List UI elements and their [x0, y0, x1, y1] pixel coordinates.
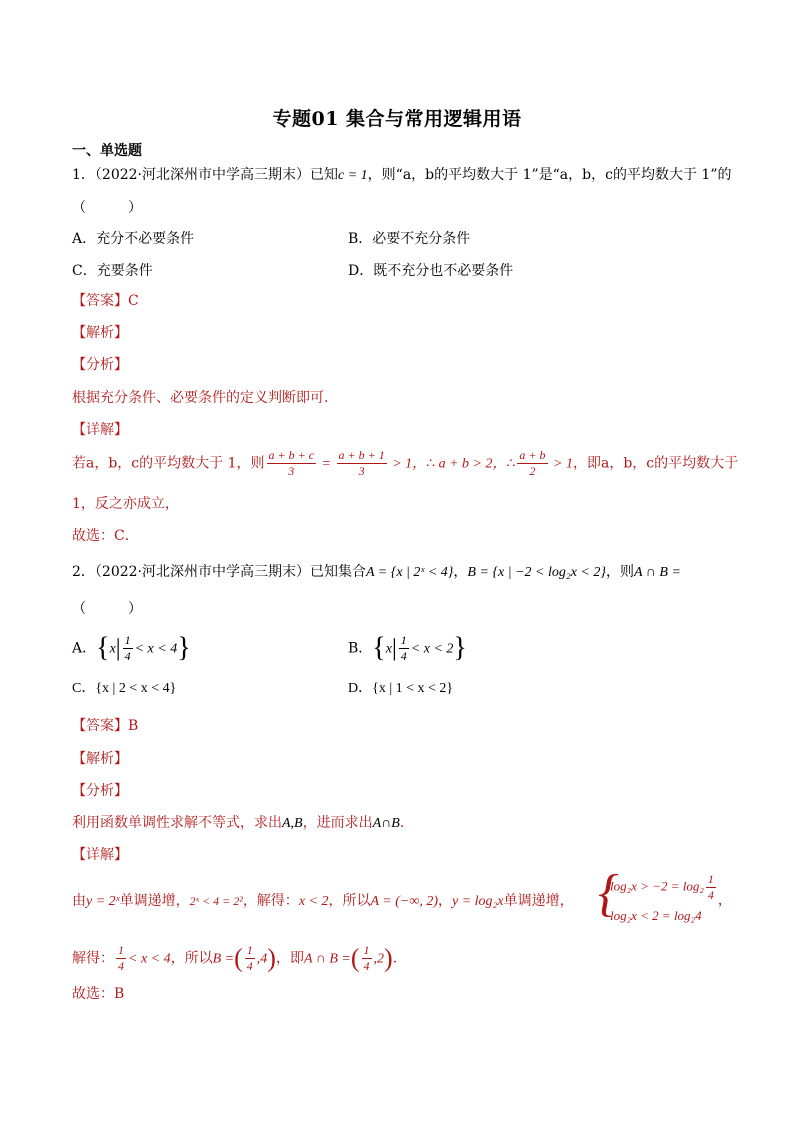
q2-d2-b-den: 4 [246, 959, 253, 973]
q1-answer: 【答案】C [72, 293, 139, 309]
q2-d2-num: 1 [118, 943, 124, 957]
q2-set-a: A = {x | 2ˣ < 4} [366, 565, 454, 580]
q2-d1-b: 单调递增， [119, 893, 190, 909]
q1-fraction-ab2 [517, 448, 547, 479]
q2-stem-prefix: 2．（2022·河北深州市中学高三期末）已知集合 [72, 564, 366, 580]
q2-analysis-ab: A,B [282, 816, 303, 831]
q2-case1-den: 4 [707, 888, 714, 902]
q2-d1-c: ，解得： [242, 893, 299, 909]
q2-detail-line2 [72, 943, 397, 974]
q2-opt-a-fraction [123, 633, 133, 664]
q2-choose: 故选：B [72, 986, 125, 1002]
right-brace-icon: } [177, 632, 191, 664]
q1-frac2-den: 3 [358, 464, 365, 478]
left-paren-icon: ( [350, 943, 360, 973]
q2-d1-ineq: 2ˣ < 4 = 2² [189, 894, 243, 908]
q1-gt1: > 1， [388, 456, 427, 472]
q2-option-c: C．{x | 2 < x < 4} [72, 681, 177, 696]
q1-jiexi-label: 【解析】 [72, 325, 128, 341]
left-paren-icon: ( [234, 943, 243, 973]
q2-case1-fraction [706, 872, 716, 903]
q2-analysis [72, 814, 404, 833]
q2-opt-b-fraction [399, 633, 409, 664]
q2-d2-den: 4 [118, 959, 124, 973]
q2-d2-b: ，所以 [170, 950, 213, 967]
q1-option-b: B．必要不充分条件 [348, 231, 471, 247]
q1-frac1-num: a + b + c [268, 448, 315, 462]
q2-stem [72, 563, 681, 582]
q2-fenxi-label: 【分析】 [72, 783, 128, 799]
q2-cases-system [598, 865, 732, 929]
q1-detail-text-b: ，即a，b，c的平均数大于 [572, 455, 739, 472]
left-brace-icon: { [598, 865, 619, 922]
q1-frac2-num: a + b + 1 [338, 448, 385, 462]
q2-d2-ab-rest: ,2 [373, 951, 385, 967]
q2-opt-a-var: x [109, 641, 116, 657]
right-brace-icon: } [453, 632, 467, 664]
q2-case1-text: log₂x > −2 = log₂ [610, 878, 704, 894]
q1-detail-line1 [72, 448, 738, 479]
q2-d2-ab-num: 1 [363, 943, 370, 957]
q1-detail-text-a: 若a，b，c的平均数大于 1，则 [72, 455, 265, 472]
q2-option-d: D．{x | 1 < x < 2} [348, 681, 454, 696]
q2-detail-line1 [72, 892, 574, 911]
q2-d1-sol: x < 2 [298, 894, 329, 909]
right-paren-icon: ) [267, 943, 276, 973]
q1-stem-prefix: 1．（2022·河北深州市中学高三期末）已知 [72, 167, 338, 183]
q2-d2-fraction [116, 943, 126, 974]
q2-d1-fn2: y = log₂x [451, 894, 504, 909]
q2-d2-end: . [392, 950, 398, 967]
right-paren-icon: ) [384, 943, 393, 973]
q2-jiexi-label: 【解析】 [72, 751, 128, 767]
q2-option-a [72, 633, 191, 664]
q2-stem-suffix: ，则 [605, 564, 634, 580]
q2-analysis-result: A∩B [372, 816, 400, 831]
q2-xiangjie-label: 【详解】 [72, 847, 128, 863]
section-heading: 一、单选题 [72, 143, 142, 159]
q1-frac1-den: 3 [288, 464, 295, 478]
q2-d1-d: ，所以 [328, 893, 371, 909]
q2-comma: ， [453, 564, 468, 580]
left-brace-icon: { [96, 632, 110, 664]
q2-opt-a-num: 1 [124, 633, 131, 647]
q2-d1-a: 由 [72, 893, 86, 909]
q2-d2-b-fraction [245, 943, 255, 974]
q2-d2-b-num: 1 [246, 943, 253, 957]
q1-blank: （ ） [72, 200, 142, 216]
q2-d1-tail: ， [717, 892, 732, 909]
q2-d1-set-a: A = (−∞, 2) [370, 894, 438, 909]
q1-therefore1: ∴ [426, 455, 436, 472]
q2-ask: A ∩ B = [633, 565, 681, 580]
q1-frac3-num: a + b [519, 448, 546, 462]
q1-condition: c = 1 [338, 168, 368, 183]
q2-d2-b-rest: ,4 [256, 951, 268, 967]
q2-d2-ineq: < x < 4 [128, 951, 171, 967]
q2-opt-b-label: B． [348, 640, 373, 657]
q1-fraction-ab1 [337, 448, 387, 479]
q1-stem [72, 166, 731, 185]
q2-d1-f: 单调递增， [503, 893, 574, 909]
q2-cases [598, 865, 718, 929]
q2-blank: （ ） [72, 601, 142, 617]
q2-case2: log₂x < 2 = log₂4 [610, 908, 702, 923]
left-brace-icon: { [372, 632, 386, 664]
q2-opt-a-rhs: < x < 4 [134, 641, 178, 657]
q2-d2-c: ，即 [275, 950, 304, 967]
q2-d2-a: 解得： [72, 950, 114, 967]
q2-d2-ab-pre: A ∩ B = [303, 951, 351, 967]
q1-gt2: > 1 [549, 456, 573, 472]
q1-choose: 故选：C． [72, 528, 139, 544]
page-title: 专题01 集合与常用逻辑用语 [272, 108, 522, 130]
q1-fraction-abc [267, 448, 317, 479]
q2-d2-ab-den: 4 [363, 959, 370, 973]
q2-option-b [348, 633, 467, 664]
q1-eq: = [318, 456, 335, 472]
q1-analysis: 根据充分条件、必要条件的定义判断即可. [72, 390, 329, 406]
q2-opt-b-num: 1 [400, 633, 407, 647]
q1-xiangjie-label: 【详解】 [72, 422, 128, 438]
q1-ab-gt-2: a + b > 2， [435, 456, 507, 472]
bar-icon: | [391, 635, 397, 662]
q1-frac3-den: 2 [529, 464, 536, 478]
bar-icon: | [115, 635, 121, 662]
q1-therefore2: ∴ [506, 455, 516, 472]
q1-stem-suffix: ，则“a，b的平均数大于 1”是“a，b，c的平均数大于 1”的 [367, 167, 732, 183]
q2-opt-a-label: A． [72, 640, 97, 657]
q2-opt-a-den: 4 [124, 649, 131, 663]
q2-analysis-end: . [399, 815, 405, 831]
q1-option-c: C．充要条件 [72, 263, 153, 279]
q2-opt-b-den: 4 [400, 649, 407, 663]
q2-case1 [610, 872, 718, 903]
q2-answer: 【答案】B [72, 718, 139, 734]
q2-d1-fn: y = 2ˣ [86, 894, 120, 909]
q1-detail-line2: 1，反之亦成立， [72, 496, 179, 512]
q2-case1-num: 1 [707, 872, 714, 886]
q2-d2-ab-fraction [362, 943, 372, 974]
q2-set-b: B = {x | −2 < log₂x < 2} [467, 565, 606, 580]
q1-option-a: A．充分不必要条件 [72, 231, 195, 247]
q2-analysis-a: 利用函数单调性求解不等式，求出 [72, 815, 282, 831]
q2-d1-e: ， [437, 893, 452, 909]
q2-analysis-b: ，进而求出 [302, 815, 373, 831]
q2-opt-b-var: x [385, 641, 392, 657]
q2-opt-b-rhs: < x < 2 [410, 641, 454, 657]
q2-d2-b-pre: B = [212, 951, 235, 967]
q1-fenxi-label: 【分析】 [72, 357, 128, 373]
q1-option-d: D．既不充分也不必要条件 [348, 263, 514, 279]
